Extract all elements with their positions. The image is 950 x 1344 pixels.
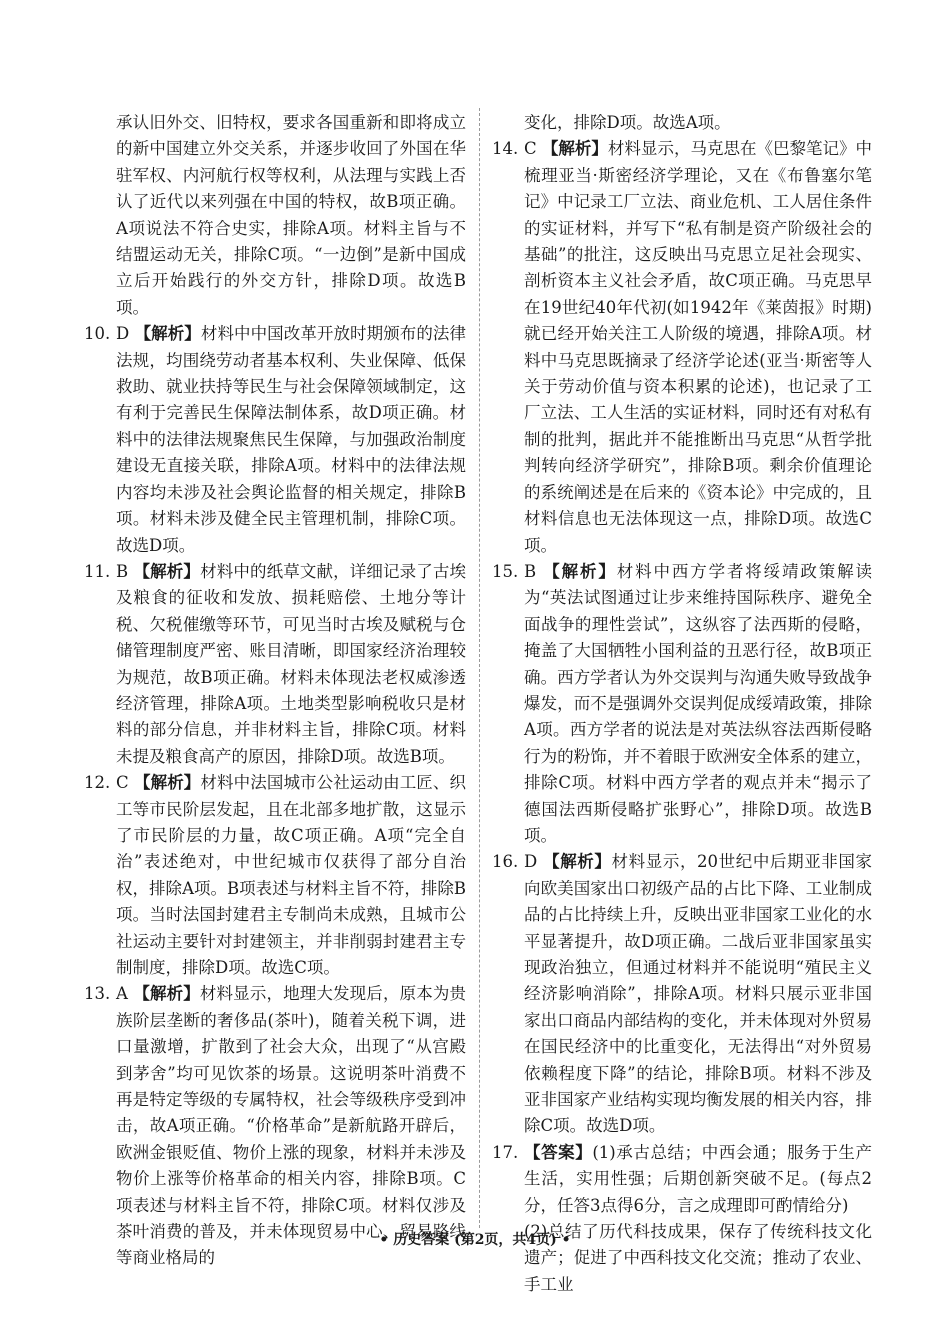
answer-tag: 【答案】 — [524, 1142, 593, 1162]
answer-text-part-1: (1)承古总结；中西会通；服务于生产生活，实用性强；后期创新突破不足。(每点2分，任答3点得6分，言之成理即可酌情给分) — [524, 1142, 872, 1215]
analysis-tag: 【解析】 — [133, 984, 200, 1004]
question-number: 17. — [492, 1142, 519, 1162]
analysis-text: 材料中西方学者将绥靖政策解读为“英法试图通过让步来维持国际秩序、避免全面战争的理性尝试”，这纵容了法西斯的侵略，掩盖了大国牺牲小国利益的丑恶行径，故B项正确。西方学者认为外交误判与沟通失败导致战争爆发，而不是强调外交误判促成绥靖政策，排除A项。西方学者的说法是对英法纵容法西斯侵略行为的粉饰，并不着眼于欧洲安全体系的建立，排除C项。材料中西方学者的观点并未“揭示了德国法西斯侵略扩张野心”，排除D项。故选B项。 — [524, 561, 873, 845]
question-number: 16. — [492, 852, 519, 872]
page-footer: • 历史答案 (第2页，共4页) • — [379, 1232, 571, 1248]
answer-item-11 — [84, 559, 466, 770]
answer-item-16 — [492, 849, 872, 1139]
answer-letter: C — [116, 773, 129, 793]
question-number: 15. — [492, 561, 519, 581]
continued-answer-9: 承认旧外交、旧特权，要求各国重新和即将成立的新中国建立外交关系，并逐步收回了外国在华驻军权、内河航行权等权利，从法理与实践上否认了近代以来列强在中国的特权，故B项正确。A项说法不符合史实，排除A项。材料主旨与不结盟运动无关，排除C项。“一边倒”是新中国成立后开始践行的外交方针，排除D项。故选B项。 — [116, 113, 466, 317]
answer-item-17 — [492, 1140, 872, 1298]
answer-item-12 — [84, 770, 466, 981]
question-number: 13. — [84, 984, 111, 1004]
analysis-text: 材料中的纸草文献，详细记录了古埃及粮食的征收和发放、损耗赔偿、土地分等计税、欠税催缴等环节，可见当时古埃及赋税与仓储管理制度严密、账目清晰，即国家经济治理较为规范，故B项正确。材料未体现法老权威渗透经济管理，排除A项。土地类型影响税收只是材料的部分信息，并非材料主旨，排除C项。材料未提及粮食高产的原因，排除D项。故选B项。 — [116, 561, 467, 766]
answer-body — [116, 559, 466, 770]
analysis-text: 材料中法国城市公社运动由工匠、织工等市民阶层发起，且在北部多地扩散，这显示了市民阶层的力量，故C项正确。A项“完全自治”表述绝对，中世纪城市仅获得了部分自治权，排除A项。B项表述与材料主旨不符，排除B项。当时法国封建君主专制尚未成熟，且城市公社运动主要针对封建领主，并非削弱封建君主专制制度，排除D项。故选C项。 — [116, 773, 467, 977]
analysis-text: 材料显示，地理大发现后，原本为贵族阶层垄断的奢侈品(茶叶)，随着关税下调，进口量激增，扩散到了社会大众，出现了“从宫殿到茅舍”均可见饮茶的场景。这说明茶叶消费不再是特定等级的专属特权，社会等级秩序受到冲击，故A项正确。“价格革命”是新航路开辟后，欧洲金银贬值、物价上涨的现象，材料并未涉及物价上涨等价格革命的相关内容，排除B项。C项表述与材料主旨不符，排除C项。材料仅涉及茶叶消费的普及，并未体现贸易中心、贸易路线等商业格局的 — [116, 984, 467, 1268]
left-column — [84, 110, 466, 1272]
analysis-tag: 【解析】 — [134, 324, 201, 344]
analysis-text: 材料中中国改革开放时期颁布的法律法规，均围绕劳动者基本权利、失业保障、低保救助、就业扶持等民生与社会保障领域制定，这有利于完善民生保障法制体系，故D项正确。材料中的法律法规聚焦民生保障，与加强政治制度建设无直接关联，排除A项。材料中的法律法规内容均未涉及社会舆论监督的相关规定，排除B项。材料未涉及健全民主管理机制，排除C项。故选D项。 — [116, 324, 467, 555]
answer-item-10 — [84, 321, 466, 559]
question-number: 12. — [84, 773, 111, 793]
answer-letter: A — [116, 984, 128, 1004]
answer-body — [116, 770, 466, 981]
answer-body — [116, 321, 466, 559]
analysis-tag: 【解析】 — [133, 561, 201, 581]
answer-letter: B — [116, 561, 129, 581]
continued-answer-13: 变化，排除D项。故选A项。 — [524, 113, 731, 132]
answer-letter: D — [524, 852, 538, 872]
question-number: 11. — [84, 561, 111, 581]
answer-letter: D — [116, 324, 130, 344]
analysis-text: 材料显示，马克思在《巴黎笔记》中梳理亚当·斯密经济学理论，又在《布鲁塞尔笔记》中记录工厂立法、商业危机、工人居住条件的实证材料，并写下“私有制是资产阶级社会的基础”的批注，这反映出马克思立足社会现实、剖析资本主义社会矛盾，故C项正确。马克思早在19世纪40年代初(如1942年《莱茵报》时期)就已经开始关注工人阶级的境遇，排除A项。材料中马克思既摘录了经济学论述(亚当·斯密等人关于劳动价值与资本积累的论述)，也记录了工厂立法、工人生活的实证材料，同时还有对私有制的批判，据此并不能推断出马克思“从哲学批判转向经济学研究”，排除B项。剩余价值理论的系统阐述是在后来的《资本论》中完成的，且材料信息也无法体现这一点，排除D项。故选C项。 — [524, 139, 873, 555]
answer-body — [524, 849, 872, 1139]
question-number: 14. — [492, 139, 519, 159]
answer-body — [524, 559, 872, 849]
column-divider — [479, 108, 480, 1228]
answer-letter: C — [524, 139, 537, 159]
answer-item-14 — [492, 136, 872, 559]
analysis-tag: 【解析】 — [543, 561, 617, 581]
answer-body — [524, 1140, 872, 1298]
answer-body — [524, 136, 872, 559]
analysis-tag: 【解析】 — [541, 139, 608, 159]
answer-text-part-2: (2)总结了历代科技成果，保存了传统科技文化遗产；促进了中西科技文化交流；推动了农业、手工业 — [524, 1222, 872, 1294]
answer-letter: B — [524, 561, 537, 581]
question-number: 10. — [84, 324, 111, 344]
analysis-text: 材料显示，20世纪中后期亚非国家向欧美国家出口初级产品的占比下降、工业制成品的占比持续上升，反映出亚非国家工业化的水平显著提升，故D项正确。二战后亚非国家虽实现政治独立，但通过材料并不能说明“殖民主义经济影响消除”，排除A项。材料只展示亚非国家出口商品内部结构的变化，并未体现对外贸易在国民经济中的比重变化，无法得出“对外贸易依赖程度下降”的结论，排除B项。材料不涉及亚非国家产业结构实现均衡发展的相关内容，排除C项。故选D项。 — [524, 852, 873, 1136]
answer-item-15 — [492, 559, 872, 849]
right-column — [492, 110, 872, 1298]
analysis-tag: 【解析】 — [543, 852, 612, 872]
analysis-tag: 【解析】 — [133, 773, 201, 793]
